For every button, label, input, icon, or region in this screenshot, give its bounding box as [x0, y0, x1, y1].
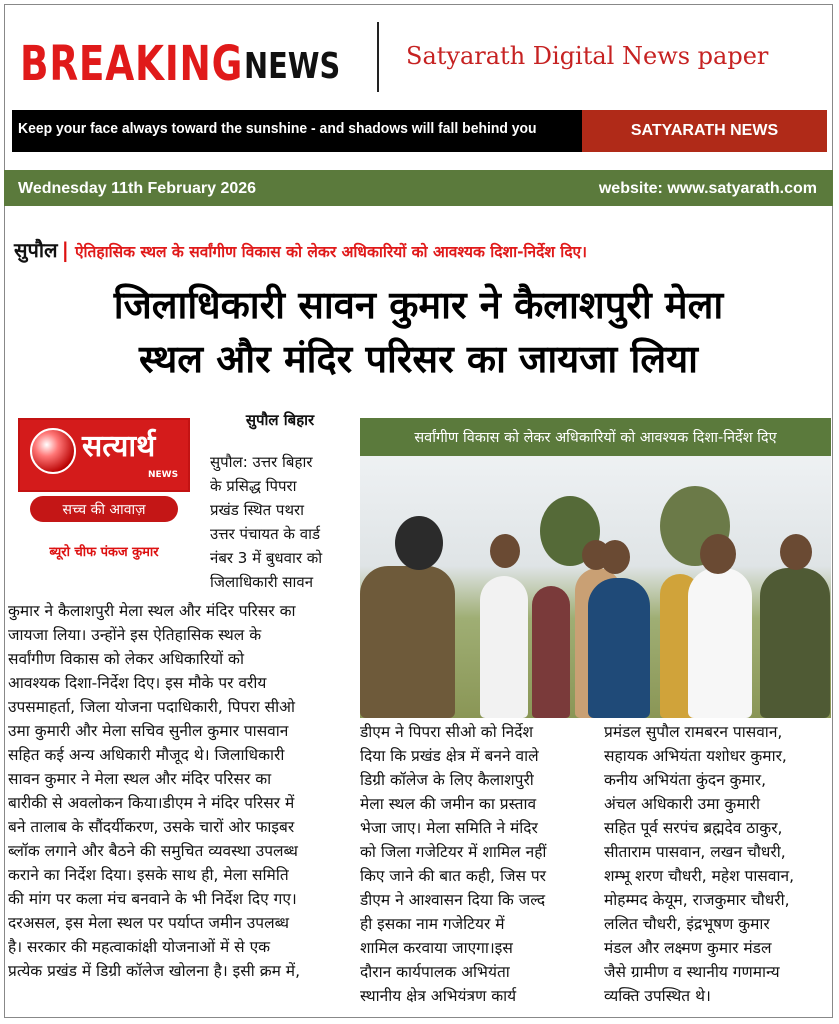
article-line: जैसे ग्रामीण व स्थानीय गणमान्य — [604, 963, 780, 981]
article-column-1 — [8, 599, 356, 983]
photo-person-head — [395, 516, 443, 570]
photo-person — [588, 578, 650, 718]
photo-person-head — [780, 534, 812, 570]
headline-line-1: जिलाधिकारी सावन कुमार ने कैलाशपुरी मेला — [113, 283, 724, 327]
photo-person — [480, 576, 528, 718]
news-photo — [360, 456, 831, 718]
article-line: व्यक्ति उपस्थित थे। — [604, 987, 711, 1005]
article-line: है। सरकार की महत्वाकांक्षी योजनाओं में से एक — [8, 938, 271, 956]
article-line: शामिल करवाया जाएगा।इस — [360, 939, 513, 957]
article-lead — [210, 450, 350, 594]
news-wordmark: NEWS — [244, 46, 341, 87]
globe-icon — [30, 428, 76, 474]
article-line: बने तालाब के सौंदर्यीकरण, उसके चारों ओर फाइबर — [8, 818, 295, 836]
article-line: उपसमाहर्ता, जिला योजना पदाधिकारी, पिपरा सीओ — [8, 698, 295, 716]
article-line: बारीकी से अवलोकन किया।डीएम ने मंदिर परिसर में — [8, 794, 295, 812]
kicker-separator: | — [61, 238, 69, 262]
headline — [4, 278, 833, 386]
article-line: डीएम ने पिपरा सीओ को निर्देश — [360, 723, 534, 741]
headline-line-2: स्थल और मंदिर परिसर का जायजा लिया — [139, 337, 698, 381]
article-line: सीताराम पासवान, लखन चौधरी, — [604, 843, 786, 861]
logo-news: NEWS — [148, 470, 179, 480]
brand-label: SATYARATH NEWS — [630, 122, 779, 139]
article-line: कुमार ने कैलाशपुरी मेला स्थल और मंदिर परिसर का — [8, 602, 296, 620]
article-line: जायजा लिया। उन्होंने इस ऐतिहासिक स्थल के — [8, 626, 262, 644]
article-line: प्रमंडल सुपौल रामबरन पासवान, — [604, 723, 783, 741]
article-line: सावन कुमार ने मेला स्थल और मंदिर परिसर का — [8, 770, 272, 788]
masthead — [0, 0, 839, 110]
article-line: किए जाने की बात कही, जिस पर — [360, 867, 547, 885]
photo-person — [532, 586, 570, 718]
article-line: डीएम ने आश्वासन दिया कि जल्द — [360, 891, 546, 909]
issue-date: Wednesday 11th February 2026 — [18, 180, 257, 197]
article-line: प्रखंड स्थित पथरा — [210, 501, 305, 519]
article-line: दिया कि प्रखंड क्षेत्र में बनने वाले — [360, 747, 539, 765]
article-line: मंडल और लक्ष्मण कुमार मंडल — [604, 939, 772, 957]
article-line: सर्वांगीण विकास को लेकर अधिकारियों को — [8, 650, 244, 668]
article-line: सुपौल: उत्तर बिहार — [210, 453, 313, 471]
photo-person-head — [490, 534, 520, 568]
article-line: को जिला गजेटियर में शामिल नहीं — [360, 843, 547, 861]
article-column-3 — [604, 720, 830, 1008]
photo-person — [760, 568, 830, 718]
article-line: कनीय अभियंता कुंदन कुमार, — [604, 771, 767, 789]
article-line: नंबर 3 में बुधवार को — [210, 549, 323, 567]
article-line: आवश्यक दिशा-निर्देश दिए। इस मौके पर वरीय — [8, 674, 267, 692]
tagline-text: Keep your face always toward the sunshine - and shadows will fall behind you — [18, 120, 537, 137]
article-line: मोहम्मद केयूम, राजकुमार चौधरी, — [604, 891, 790, 909]
dateline: सुपौल बिहार — [245, 411, 315, 429]
article-line: सहित कई अन्य अधिकारी मौजूद थे। जिलाधिकारी — [8, 746, 285, 764]
article-line: ब्लॉक लगाने और बैठने की समुचित व्यवस्था उपलब्ध — [8, 842, 298, 860]
photo-person-head — [600, 540, 630, 574]
article-line: प्रत्येक प्रखंड में डिग्री कॉलेज खोलना है। इसी क्रम में, — [8, 962, 301, 980]
logo-name: सत्यार्थ — [82, 429, 156, 464]
article-line: जिलाधिकारी सावन — [210, 573, 314, 591]
photo-person-head — [700, 534, 736, 574]
paper-name: Satyarath Digital News paper — [406, 42, 769, 70]
article-line: शम्भू शरण चौधरी, महेश पासवान, — [604, 867, 795, 885]
masthead-divider — [377, 22, 379, 92]
article-line: दौरान कार्यपालक अभियंता — [360, 963, 510, 981]
article-line: दरअसल, इस मेला स्थल पर पर्याप्त जमीन उपलब्ध — [8, 914, 289, 932]
kicker-place: सुपौल — [14, 238, 58, 262]
article-line: सहायक अभियंता यशोधर कुमार, — [604, 747, 787, 765]
photo-person — [688, 568, 752, 718]
article-line: अंचल अधिकारी उमा कुमारी — [604, 795, 760, 813]
article-line: ही इसका नाम गजेटियर में — [360, 915, 505, 933]
website-label: website: www.satyarath.com — [598, 180, 817, 197]
article-line: डिग्री कॉलेज के लिए कैलाशपुरी — [360, 771, 534, 789]
article-line: की मांग पर कला मंच बनवाने के भी निर्देश दिए गए। — [8, 890, 297, 908]
logo-slogan: सच्च की आवाज़ — [62, 502, 146, 518]
article-line: उत्तर पंचायत के वार्ड — [210, 525, 320, 543]
article-line: भेजा जाए। मेला समिति ने मंदिर — [360, 819, 538, 837]
bureau-chief: ब्यूरो चीफ पंकज कुमार — [49, 545, 159, 560]
article-column-2 — [360, 720, 588, 1008]
photo-caption: सर्वांगीण विकास को लेकर अधिकारियों को आवश्यक दिशा-निर्देश दिए — [414, 430, 777, 446]
kicker-subheading: ऐतिहासिक स्थल के सर्वांगीण विकास को लेकर अधिकारियों को आवश्यक दिशा-निर्देश दिए। — [74, 243, 587, 261]
article-line: के प्रसिद्ध पिपरा — [210, 477, 297, 495]
article-line: सहित पूर्व सरपंच ब्रह्मदेव ठाकुर, — [604, 819, 783, 837]
article-line: स्थानीय क्षेत्र अभियंत्रण कार्य — [360, 987, 517, 1005]
kicker — [14, 236, 587, 263]
article-line: मेला स्थल की जमीन का प्रस्ताव — [360, 795, 537, 813]
photo-person — [360, 566, 455, 718]
article-line: कराने का निर्देश दिया। इसके साथ ही, मेला समिति — [8, 866, 289, 884]
breaking-wordmark: BREAKING — [20, 36, 244, 92]
article-line: ललित चौधरी, इंद्रभूषण कुमार — [604, 915, 770, 933]
article-line: उमा कुमारी और मेला सचिव सुनील कुमार पासवान — [8, 722, 289, 740]
